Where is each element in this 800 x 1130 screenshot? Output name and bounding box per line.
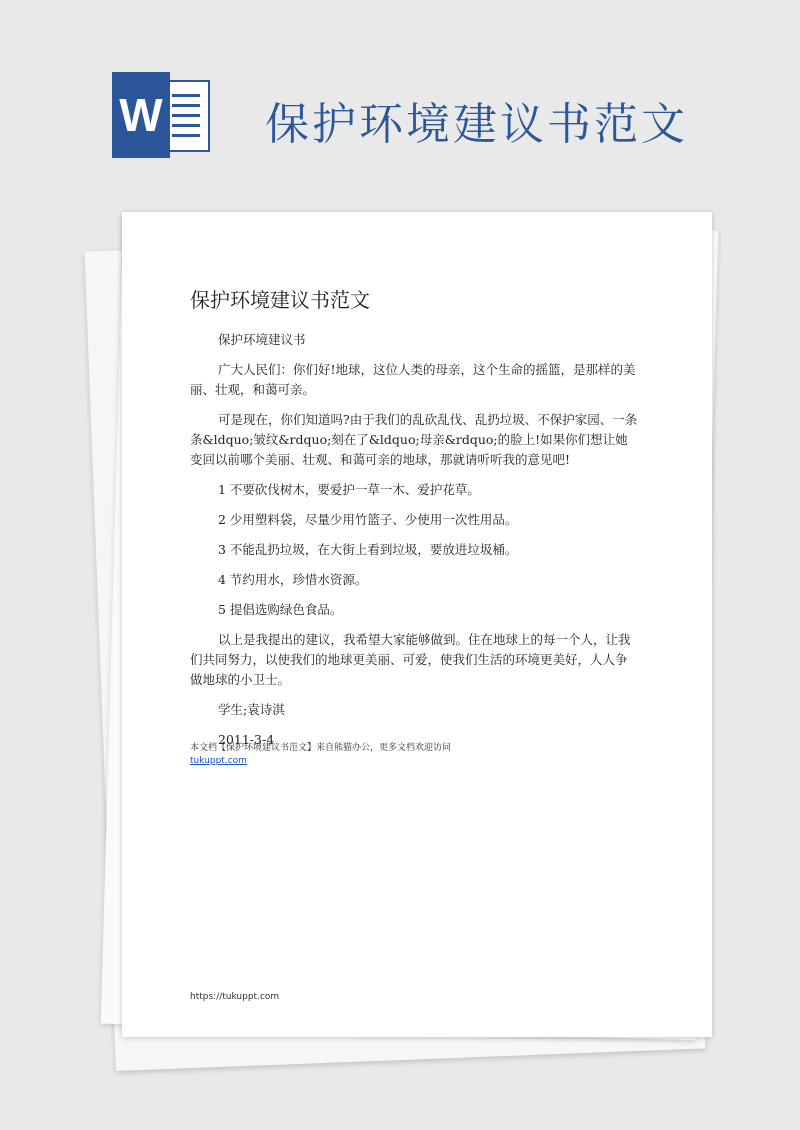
header-title: 保护环境建议书范文 [265,99,688,150]
word-icon [112,72,212,158]
body-paragraph: 以上是我提出的建议，我希望大家能够做到。住在地球上的每一个人，让我们共同努力，以使我们的地球更美丽、可爱，使我们生活的环境更美好，人人争做地球的小卫士。 [190,632,631,687]
list-item: 4 节约用水，珍惜水资源。 [218,572,368,587]
list-item: 3 不能乱扔垃圾，在大街上看到垃圾，要放进垃圾桶。 [218,542,518,557]
document-title: 保护环境建议书范文 [190,288,370,312]
list-item: 2 少用塑料袋，尽量少用竹篮子、少使用一次性用品。 [218,512,518,527]
footer-link[interactable]: tukuppt.com [190,756,247,766]
body-paragraph: 广大人民们：你们好!地球，这位人类的母亲，这个生命的摇篮，是那样的美丽、壮观，和蔼可亲。 [190,362,636,397]
signature: 学生;袁诗淇 [218,702,285,717]
list-item: 5 提倡选购绿色食品。 [218,602,343,617]
footer-note: 本文档【保护环境建议书范文】来自熊猫办公，更多文档欢迎访问 [190,743,452,753]
list-item: 1 不要砍伐树木，要爱护一草一木、爱护花草。 [218,482,480,497]
page-url: https://tukuppt.com [190,992,280,1002]
date: 2011-3-4 [218,732,275,747]
document-body [190,330,638,760]
document-page [122,212,712,1037]
salutation-heading: 保护环境建议书 [218,332,306,347]
body-paragraph: 可是现在，你们知道吗?由于我们的乱砍乱伐、乱扔垃圾、不保护家园、一条条&ldquo;皱纹&rdquo;刻在了&ldquo;母亲&rdquo;的脸上!如果你们想让她变回以前哪个美丽、壮观、和蔼可亲的地球，那就请听听我的意见吧! [190,412,638,467]
word-badge: W [112,72,170,158]
